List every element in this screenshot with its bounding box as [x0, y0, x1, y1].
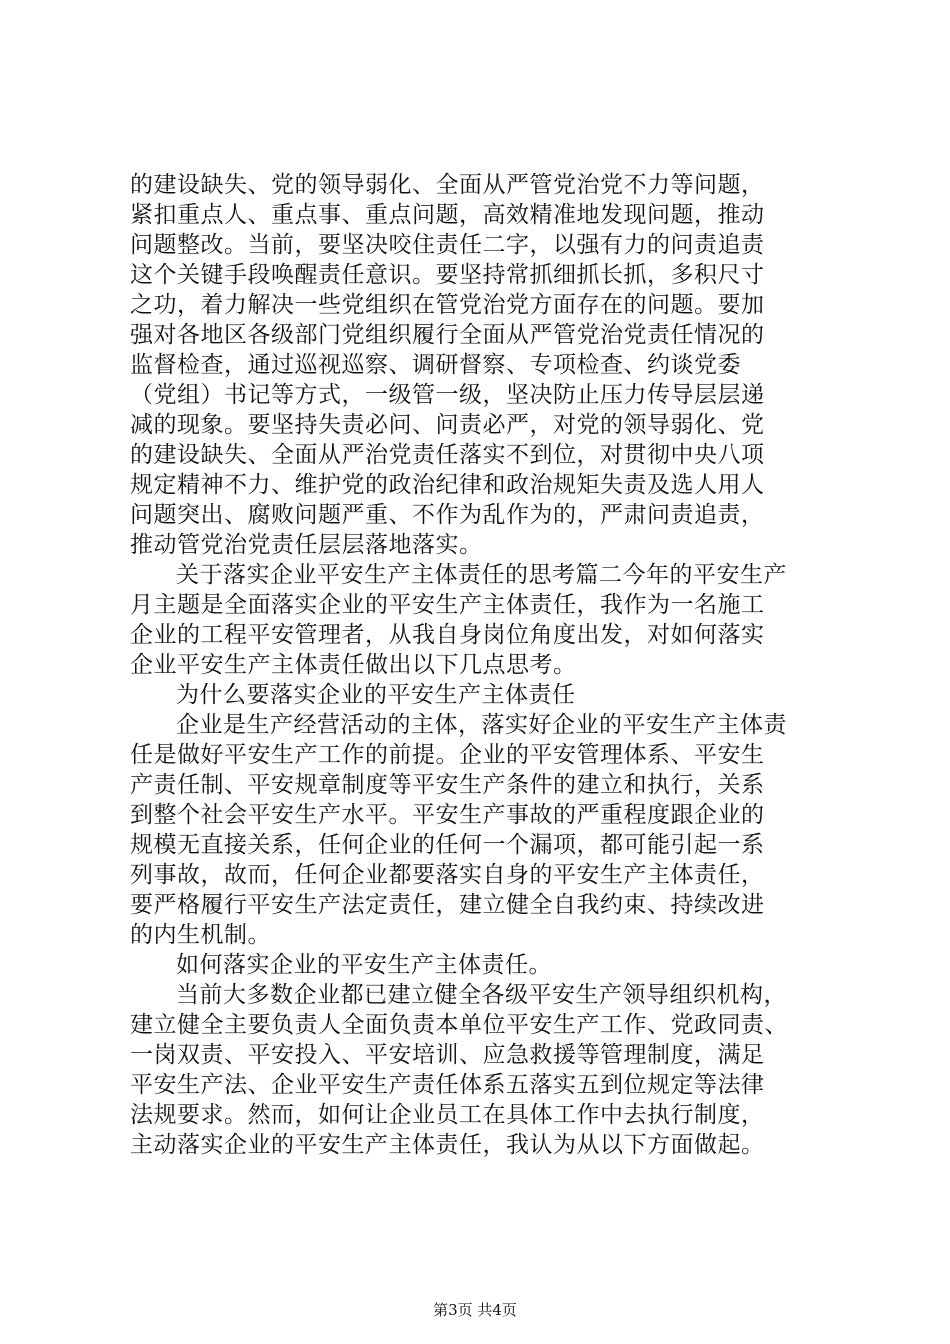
section-heading: 如何落实企业的平安生产主体责任。: [176, 952, 552, 978]
text-line: 监督检查，通过巡视巡察、调研督察、专项检查、约谈党委: [130, 352, 741, 378]
text-line: 紧扣重点人、重点事、重点问题，高效精准地发现问题，推动: [130, 202, 765, 228]
text-line: 这个关键手段唤醒责任意识。要坚持常抓细抓长抓，多积尺寸: [130, 262, 765, 288]
text-line: 推动管党治党责任层层落地落实。: [130, 532, 483, 558]
text-line: 建立健全主要负责人全面负责本单位平安生产工作、党政同责、: [130, 1012, 788, 1038]
text-line: 到整个社会平安生产水平。平安生产事故的严重程度跟企业的: [130, 802, 765, 828]
text-line: 问题突出、腐败问题严重、不作为乱作为的，严肃问责追责，: [130, 502, 765, 528]
text-line: 法规要求。然而，如何让企业员工在具体工作中去执行制度，: [130, 1102, 765, 1128]
text-line: 的内生机制。: [130, 922, 271, 948]
text-line: 平安生产法、企业平安生产责任体系五落实五到位规定等法律: [130, 1072, 765, 1098]
text-line: 列事故，故而，任何企业都要落实自身的平安生产主体责任，: [130, 862, 765, 888]
text-line: 企业平安生产主体责任做出以下几点思考。: [130, 652, 577, 678]
text-line: 减的现象。要坚持失责必问、问责必严，对党的领导弱化、党: [130, 412, 765, 438]
text-line: 主动落实企业的平安生产主体责任，我认为从以下方面做起。: [130, 1132, 765, 1158]
text-line: 问题整改。当前，要坚决咬住责任二字，以强有力的问责追责: [130, 232, 765, 258]
text-line: 的建设缺失、党的领导弱化、全面从严管党治党不力等问题，: [130, 172, 765, 198]
text-line: 任是做好平安生产工作的前提。企业的平安管理体系、平安生: [130, 742, 765, 768]
paragraph-start-line: 企业是生产经营活动的主体，落实好企业的平安生产主体责: [176, 712, 787, 738]
text-line: 企业的工程平安管理者，从我自身岗位角度出发，对如何落实: [130, 622, 765, 648]
text-line: 要严格履行平安生产法定责任，建立健全自我约束、持续改进: [130, 892, 765, 918]
text-line: 月主题是全面落实企业的平安生产主体责任，我作为一名施工: [130, 592, 765, 618]
section-heading: 为什么要落实企业的平安生产主体责任: [176, 682, 576, 708]
document-body: [130, 170, 830, 1160]
paragraph-start-line: 当前大多数企业都已建立健全各级平安生产领导组织机构，: [176, 982, 787, 1008]
text-line: 一岗双责、平安投入、平安培训、应急救援等管理制度，满足: [130, 1042, 765, 1068]
page-footer: [0, 1300, 950, 1320]
text-line: 的建设缺失、全面从严治党责任落实不到位，对贯彻中央八项: [130, 442, 765, 468]
text-line: 产责任制、平安规章制度等平安生产条件的建立和执行，关系: [130, 772, 765, 798]
text-line: 强对各地区各级部门党组织履行全面从严管党治党责任情况的: [130, 322, 765, 348]
text-line: （党组）书记等方式，一级管一级，坚决防止压力传导层层递: [130, 382, 765, 408]
text-line: 规模无直接关系，任何企业的任何一个漏项，都可能引起一系: [130, 832, 765, 858]
text-line: 规定精神不力、维护党的政治纪律和政治规矩失责及选人用人: [130, 472, 765, 498]
paragraph-start-line: 关于落实企业平安生产主体责任的思考篇二今年的平安生产: [176, 562, 787, 588]
text-line: 之功，着力解决一些党组织在管党治党方面存在的问题。要加: [130, 292, 765, 318]
page-number: 第3页 共4页: [433, 1301, 517, 1319]
